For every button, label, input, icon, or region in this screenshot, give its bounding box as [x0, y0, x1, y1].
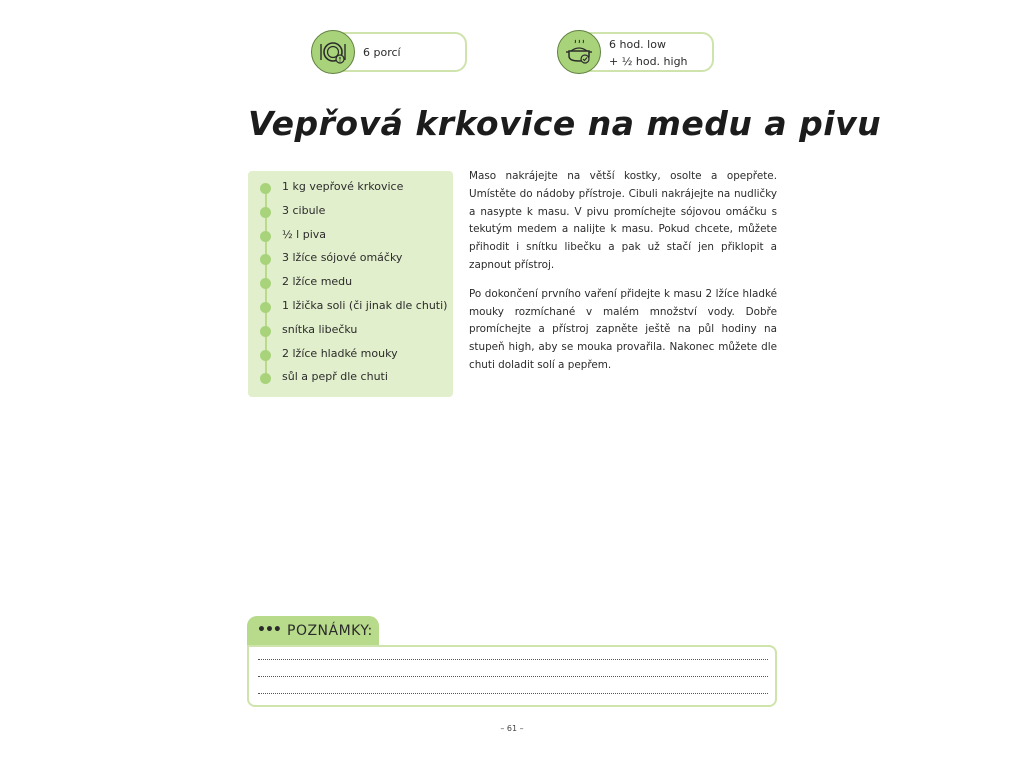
notes-label: POZNÁMKY: — [287, 623, 373, 639]
bullet-dot — [260, 207, 271, 218]
slow-cooker-icon — [557, 30, 601, 74]
time-line1: 6 hod. low — [609, 38, 666, 51]
method-paragraph: Maso nakrájejte na větší kostky, osolte a opepřete. Umístěte do nádoby přístroje. Cibuli nakrájejte na nudličky a nasypte k masu. V pivu promíchejte sójovou omáčku s tekutým medem a nalijte k masu. Pokud chcete, můžete přihodit i snítku libečku a pak už stačí jen přiklopit a zapnout přístroj. — [469, 170, 777, 271]
ingredient-item: 1 kg vepřové krkovice — [248, 177, 453, 199]
ingredient-item: ½ l piva — [248, 225, 453, 247]
ingredient-item: sůl a pepř dle chuti — [248, 367, 453, 389]
bullet-dot — [260, 326, 271, 337]
notes-box[interactable] — [247, 645, 777, 707]
ingredient-item: 1 lžička soli (či jinak dle chuti) — [248, 296, 453, 318]
method-text — [469, 168, 777, 386]
method-paragraph: Po dokončení prvního vaření přidejte k masu 2 lžíce hladké mouky rozmíchané v malém množství vody. Dobře promíchejte a přístroj zapněte ještě na půl hodiny na stupeň high, aby se mouka provařila. Nakonec můžete dle chuti doladit solí a pepřem. — [469, 287, 777, 371]
ingredient-item: 2 lžíce hladké mouky — [248, 344, 453, 366]
recipe-title: Vepřová krkovice na medu a pivu — [248, 104, 882, 143]
notes-line — [258, 676, 768, 677]
ingredient-item: 3 lžíce sójové omáčky — [248, 248, 453, 270]
servings-text: 6 porcí — [363, 46, 401, 59]
dots-icon: ••• — [257, 622, 281, 638]
notes-line — [258, 659, 768, 660]
ingredient-item: snítka libečku — [248, 320, 453, 342]
page-number: – 61 – — [500, 724, 524, 733]
bullet-dot — [260, 183, 271, 194]
bullet-dot — [260, 350, 271, 361]
ingredient-item: 2 lžíce medu — [248, 272, 453, 294]
notes-line — [258, 693, 768, 694]
bullet-dot — [260, 302, 271, 313]
ingredient-item: 3 cibule — [248, 201, 453, 223]
notes-tab — [247, 616, 379, 646]
bullet-dot — [260, 231, 271, 242]
ingredients-panel — [248, 171, 453, 397]
bullet-dot — [260, 278, 271, 289]
plate-icon — [311, 30, 355, 74]
bullet-dot — [260, 254, 271, 265]
time-line2: + ½ hod. high — [609, 55, 688, 68]
bullet-dot — [260, 373, 271, 384]
